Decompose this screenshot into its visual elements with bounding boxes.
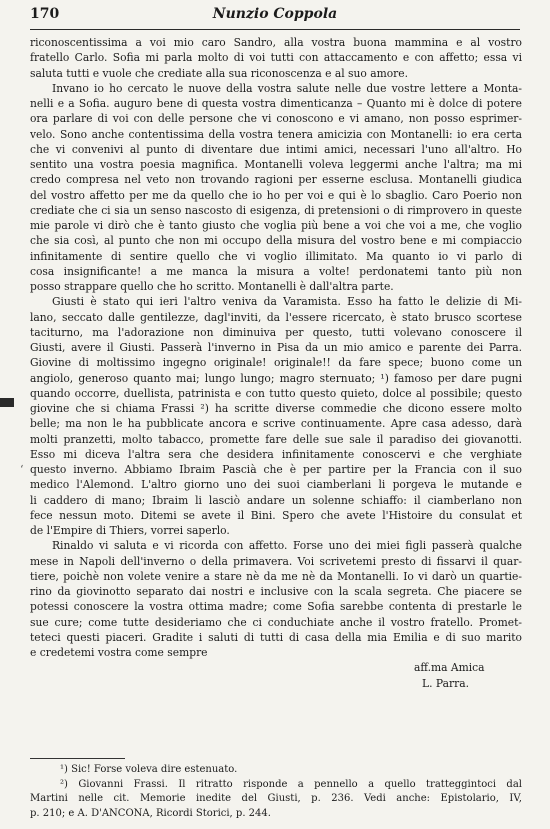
text-line: rino da giovinotto separato dai nostri e inclusive con la scala segreta. Che piacere se [30,585,522,598]
text-line: li caddero di mano; Ibraim li lasciò andare un solenne schiaffo: il ciamberlano non [30,493,522,507]
text-line: velo. Sono anche contentissima della vostra tenera amicizia con Montanelli: io era certa [30,127,522,141]
text-line: ora parlare di voi con delle persone che vi conoscono e vi amano, non posso esprimer- [30,112,522,126]
footnote-line: p. 210; e A. D'ANCONA, Ricordi Storici, p. 244. [30,807,271,819]
margin-marker [0,398,14,407]
text-line: fratello Carlo. Sofia mi parla molto di voi tutti con attaccamento e con affetto; essa vi [30,51,522,65]
text-line: del vostro affetto per me da quello che io ho per voi e qui è lo sbaglio. Caro Poerio non [30,188,522,202]
text-line: mese in Napoli dell'inverno o della primavera. Voi scrivetemi presto di fissarvi il quar- [30,554,522,568]
text-line: mie parole vi dirò che è tanto giusto che voglia più bene a voi che voi a me, che voglio [30,219,522,232]
running-title: Nunzio Coppola [212,6,338,22]
text-line: taciturno, ma l'adorazione non diminuiva per questo, tutti volevano conoscere il [30,325,522,339]
text-line: belle; ma non le ha pubblicate ancora e scrive continuamente. Apre casa adesso, darà [30,417,522,431]
text-line: posso strappare quello che ho scritto. Montanelli è dall'altra parte. [30,280,394,293]
text-line: de l'Empire di Thiers, vorrei saperlo. [30,524,230,537]
signoff-salutation: aff.ma Amica [414,661,485,675]
text-line: angiolo, generoso quanto mai; lungo lungo; magro sternuato; ¹) famoso per dare pugni [30,371,522,385]
signoff-signature: L. Parra. [422,676,469,690]
text-line: credo compresa nel veto non trovando ragioni per esserne esclusa. Montanelli giudica [30,173,522,187]
header-rule [30,29,520,30]
footnote-line: ¹) Sic! Forse voleva dire estenuato. [60,764,238,775]
text-line: crediate che ci sia un senso nascosto di esigenza, di pretensioni o di rimprovero in queste [30,203,522,217]
margin-tick: ʻ [20,463,24,476]
text-line: teteci questi piaceri. Gradite i saluti di tutti di casa della mia Emilia e di suo marito [30,630,522,644]
text-line: Giusti, avere il Giusti. Passerà l'inverno in Pisa da un mio amico e parente dei Parra. [30,341,522,354]
text-line: saluta tutti e vuole che crediate alla sua riconoscenza e al suo amore. [30,66,409,80]
text-line: e credetemi vostra come sempre [30,646,208,659]
text-line: riconoscentissima a voi mio caro Sandro, alla vostra buona mammina e al vostro [30,36,522,49]
text-line: quando occorre, duellista, patrinista e con tutto questo quieto, dolce al possibile; questo [30,386,522,400]
text-line: potessi conoscere la vostra ottima madre; come Sofia sarebbe contenta di prestarle le [30,600,522,614]
text-line: Giovine di moltissimo ingegno originale! originale!! da fare spece; buono come un [30,356,522,370]
text-line: fece nessun moto. Ditemi se avete il Bini. Spero che avete l'Histoire du consulat et [30,508,522,522]
text-line: infinitamente di sentire quello che vi voglio illimitato. Ma quanto io vi parlo di [30,249,522,263]
text-line: lano, seccato dalle gentilezze, dagl'inviti, da l'essere ricercato, è stato brusco scortese [30,310,522,324]
text-line: cosa insignificante! a me manca la misura a volte! perdonatemi tanto più non [30,264,522,278]
page-number: 170 [30,6,60,22]
text-line: medico l'Alemond. L'altro giorno uno dei suoi ciamberlani li porgeva le mutande e [30,478,522,492]
footnotes [30,763,522,821]
text-line: che sia così, al punto che non mi occupo della misura del vostro bene e mi compiaccio [30,234,522,248]
text-line: nelli e a Sofia. auguro bene di questa vostra dimenticanza – Quanto mi è dolce di potere [30,97,522,110]
text-line: sentito una vostra poesia magnifica. Montanelli voleva leggermi anche l'altra; ma mi [30,158,522,171]
text-line: Rinaldo vi saluta e vi ricorda con affetto. Forse uno dei miei figli passerà qualche [52,539,522,553]
text-line: Esso mi diceva l'altra sera che desidera infinitamente conoscervi e che verghiate [30,447,522,461]
text-line: molti pranzetti, molto tabacco, promette fare delle sue sale il paradiso dei giovanotti. [30,432,522,446]
running-header [30,6,520,28]
footnote-rule [30,758,125,759]
letter-body [30,35,522,691]
text-line: giovine che si chiama Frassi ²) ha scritte diverse commedie che dicono essere molto [30,402,522,415]
text-line: Giusti è stato qui ieri l'altro veniva da Varamista. Esso ha fatto le delizie di Mi- [52,295,522,309]
text-line: che vi convenivi al punto di diventare due intimi amici, necessari l'uno all'altro. Ho [30,142,522,156]
text-line: sue cure; come tutte desideriamo che ci conduchiate anche il vostro fratello. Promet- [30,615,522,629]
text-line: tiere, poichè non volete venire a stare nè da me nè da Montanelli. Io vi darò un quartie- [30,569,522,583]
text-line: Invano io ho cercato le nuove della vostra salute nelle due vostre lettere a Monta- [52,81,522,95]
text-line: questo inverno. Abbiamo Ibraim Pascià che è per partire per la Francia con il suo [30,463,522,476]
footnote-line: ²) Giovanni Frassi. Il ritratto risponde a pennello a quello tratteggintoci dal [60,778,522,790]
footnote-line: Martini nelle cit. Memorie inedite del Giusti, p. 236. Vedi anche: Epistolario, IV, [30,793,522,804]
